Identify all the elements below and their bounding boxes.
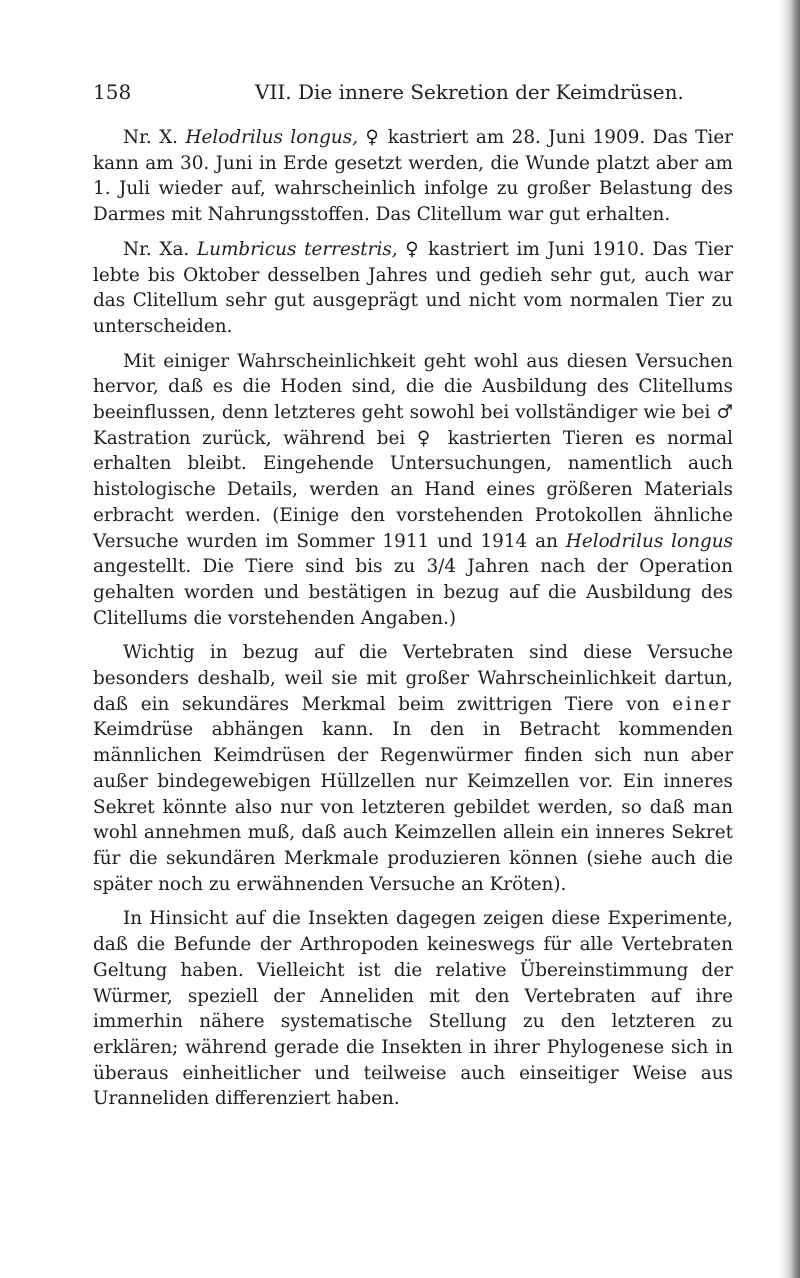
paragraph-results (93, 349, 733, 632)
paragraph-vertebrates (93, 640, 733, 897)
page-edge-shadow (778, 0, 800, 1278)
emphasized-word: einer (672, 693, 733, 715)
body-text (93, 125, 733, 1112)
protocol-label: Nr. Xa. (123, 238, 190, 260)
paragraph-protocol-xa (93, 237, 733, 340)
protocol-label: Nr. X. (123, 127, 179, 148)
paragraph-text: Mit einiger Wahrscheinlichkeit geht wohl aus diesen Versuchen hervor, daß es die Hoden sind, die die Ausbildung des Clitellums beeinflussen, denn letzteres geht sowohl bei vollständiger wie bei ♂ Kastration zurück, während bei ♀ kastrierten Tieren es normal erhalten bleibt. Eingehende Untersuchungen, namentlich auch histologische Details, werden an Hand eines größeren Materials erbracht werden. (Einige den vorstehenden Protokollen ähnliche Versuche wurden im Sommer 1911 und 1914 an (93, 350, 733, 552)
species-name: Lumbricus terrestris, (196, 238, 398, 260)
page-number: 158 (93, 80, 132, 104)
paragraph-text: ♀ kastriert am 28. Juni 1909. Das Tier kann am 30. Juni in Erde gesetzt werden, die Wunde platzt aber am 1. Juli wieder auf, wahrscheinlich infolge zu großer Belastung des Darmes mit Nahrungsstoffen. Das Clitellum war gut erhalten. (93, 127, 733, 226)
paragraph-text: Jahren nach der Operation gehalten worden und bestätigen in bezug auf die Ausbildung des Clitellums die vorstehenden Angaben.) (93, 556, 733, 629)
paragraph-text: ♀ kastriert im Juni 1910. Das Tier lebte bis Oktober desselben Jahres und gedieh sehr gut, auch war das Clitellum sehr gut ausgeprägt und nicht vom normalen Tier zu unterscheiden. (93, 238, 733, 337)
paragraph-text: Keimdrüse abhängen kann. In den in Betracht kommenden männlichen Keimdrüsen der Regenwürmer finden sich nun aber außer bindegewebigen Hüllzellen nur Keimzellen vor. Ein inneres Sekret könnte also nur von letzteren gebildet werden, so daß man wohl annehmen muß, daß auch Keimzellen allein ein inneres Sekret für die sekundären Merkmale produzieren können (siehe auch die später noch zu erwähnenden Versuche an Kröten). (93, 719, 733, 895)
fraction: 3/4 (426, 556, 457, 578)
paragraph-text: angestellt. Die Tiere sind bis zu (93, 556, 416, 578)
paragraph-text: Wichtig in bezug auf die Vertebraten sind diese Versuche besonders deshalb, weil sie mit großer Wahrscheinlichkeit dartun, daß ein sekundäres Merkmal beim zwittrigen Tiere von (93, 642, 733, 715)
species-name: Helodrilus longus, (185, 127, 359, 148)
running-head: VII. Die innere Sekretion der Keimdrüsen. (255, 80, 684, 104)
paragraph-protocol-x (93, 125, 733, 228)
paragraph-text: In Hinsicht auf die Insekten dagegen zeigen diese Experimente, daß die Befunde der Arthropoden keineswegs für alle Vertebraten Geltung haben. Vielleicht ist die relative Übereinstimmung der Würmer, speziell der Anneliden mit den Vertebraten auf ihre immerhin nähere systematische Stellung zu den letzteren zu erklären; während gerade die Insekten in ihrer Phylogenese sich in überaus einheitlicher und teilweise auch einseitiger Weise aus Uranneliden differenziert haben. (93, 908, 733, 1110)
paragraph-insects (93, 906, 733, 1112)
page-header (93, 80, 733, 110)
species-name: Helodrilus longus (565, 530, 733, 552)
